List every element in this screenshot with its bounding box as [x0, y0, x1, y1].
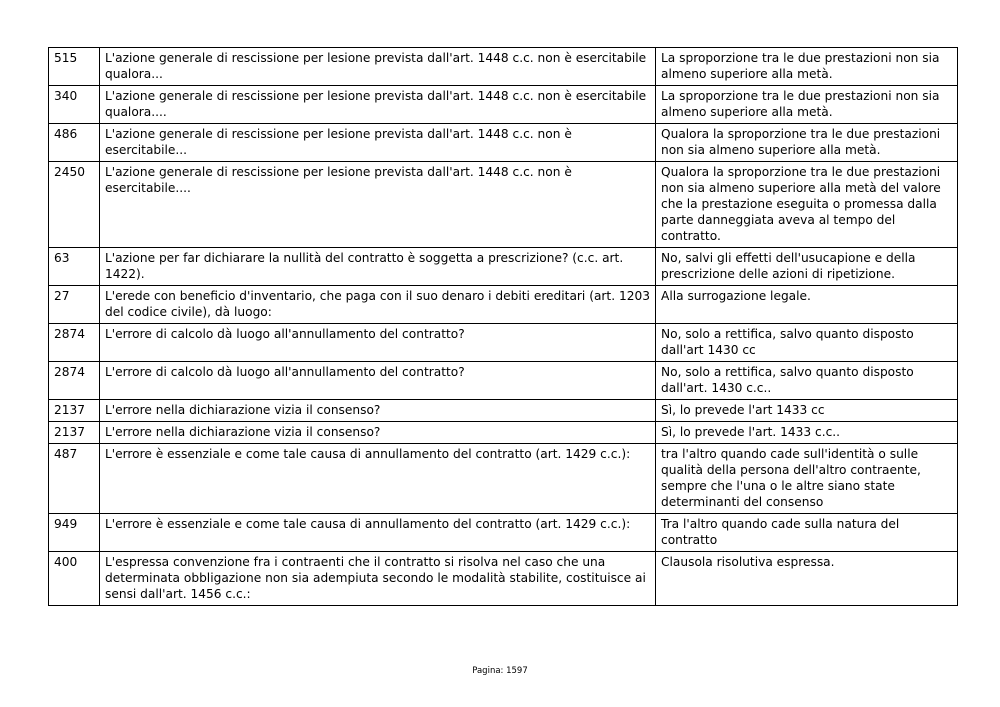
question-cell: L'errore nella dichiarazione vizia il consenso? [100, 422, 656, 444]
row-id-cell: 400 [49, 552, 100, 606]
question-cell: L'errore è essenziale e come tale causa di annullamento del contratto (art. 1429 c.c.): [100, 514, 656, 552]
answer-cell: Sì, lo prevede l'art. 1433 c.c.. [656, 422, 958, 444]
row-id-cell: 2874 [49, 324, 100, 362]
answer-cell: La sproporzione tra le due prestazioni non sia almeno superiore alla metà. [656, 86, 958, 124]
page-footer [0, 666, 1000, 676]
question-cell: L'errore di calcolo dà luogo all'annullamento del contratto? [100, 362, 656, 400]
question-cell: L'errore è essenziale e come tale causa di annullamento del contratto (art. 1429 c.c.): [100, 444, 656, 514]
question-cell: L'azione per far dichiarare la nullità del contratto è soggetta a prescrizione? (c.c. art. 1422). [100, 248, 656, 286]
question-cell: L'erede con beneficio d'inventario, che paga con il suo denaro i debiti ereditari (art. 1203 del codice civile), dà luogo: [100, 286, 656, 324]
question-cell: L'errore nella dichiarazione vizia il consenso? [100, 400, 656, 422]
row-id-cell: 2137 [49, 422, 100, 444]
row-id-cell: 487 [49, 444, 100, 514]
row-id-cell: 27 [49, 286, 100, 324]
row-id-cell: 2874 [49, 362, 100, 400]
qa-table-body [49, 48, 958, 606]
table-row [49, 48, 958, 86]
question-cell: L'azione generale di rescissione per lesione prevista dall'art. 1448 c.c. non è esercitabile... [100, 124, 656, 162]
table-row [49, 552, 958, 606]
qa-table [48, 47, 958, 606]
table-row [49, 286, 958, 324]
row-id-cell: 515 [49, 48, 100, 86]
answer-cell: Qualora la sproporzione tra le due prestazioni non sia almeno superiore alla metà del valore che la prestazione eseguita o promessa dalla parte danneggiata aveva al tempo del contratto. [656, 162, 958, 248]
table-row [49, 400, 958, 422]
row-id-cell: 949 [49, 514, 100, 552]
answer-cell: Qualora la sproporzione tra le due prestazioni non sia almeno superiore alla metà. [656, 124, 958, 162]
row-id-cell: 2450 [49, 162, 100, 248]
table-row [49, 162, 958, 248]
table-row [49, 444, 958, 514]
question-cell: L'azione generale di rescissione per lesione prevista dall'art. 1448 c.c. non è esercitabile.... [100, 162, 656, 248]
question-cell: L'azione generale di rescissione per lesione prevista dall'art. 1448 c.c. non è esercitabile qualora... [100, 48, 656, 86]
answer-cell: Sì, lo prevede l'art 1433 cc [656, 400, 958, 422]
answer-cell: No, salvi gli effetti dell'usucapione e della prescrizione delle azioni di ripetizione. [656, 248, 958, 286]
row-id-cell: 486 [49, 124, 100, 162]
table-row [49, 514, 958, 552]
row-id-cell: 2137 [49, 400, 100, 422]
table-row [49, 248, 958, 286]
answer-cell: Clausola risolutiva espressa. [656, 552, 958, 606]
page-number: Pagina: 1597 [472, 666, 528, 676]
question-cell: L'errore di calcolo dà luogo all'annullamento del contratto? [100, 324, 656, 362]
row-id-cell: 63 [49, 248, 100, 286]
table-row [49, 124, 958, 162]
table-row [49, 362, 958, 400]
answer-cell: Tra l'altro quando cade sulla natura del contratto [656, 514, 958, 552]
row-id-cell: 340 [49, 86, 100, 124]
answer-cell: No, solo a rettifica, salvo quanto disposto dall'art. 1430 c.c.. [656, 362, 958, 400]
question-cell: L'espressa convenzione fra i contraenti che il contratto si risolva nel caso che una determinata obbligazione non sia adempiuta secondo le modalità stabilite, costituisce ai sensi dall'art. 1456 c.c.: [100, 552, 656, 606]
question-cell: L'azione generale di rescissione per lesione prevista dall'art. 1448 c.c. non è esercitabile qualora.... [100, 86, 656, 124]
answer-cell: La sproporzione tra le due prestazioni non sia almeno superiore alla metà. [656, 48, 958, 86]
answer-cell: tra l'altro quando cade sull'identità o sulle qualità della persona dell'altro contraente, sempre che l'una o le altre siano state determinanti del consenso [656, 444, 958, 514]
table-row [49, 324, 958, 362]
table-row [49, 86, 958, 124]
table-row [49, 422, 958, 444]
answer-cell: No, solo a rettifica, salvo quanto disposto dall'art 1430 cc [656, 324, 958, 362]
answer-cell: Alla surrogazione legale. [656, 286, 958, 324]
